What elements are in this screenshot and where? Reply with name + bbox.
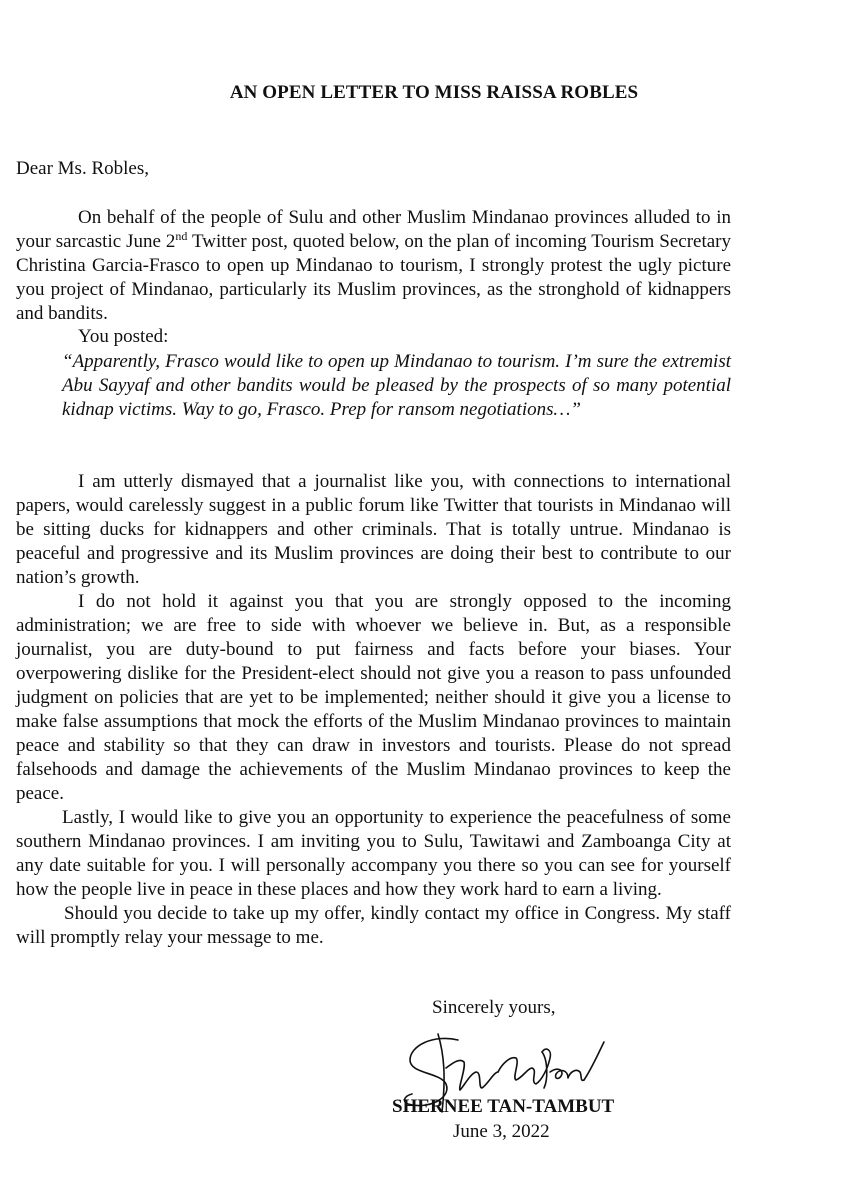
letter-title: AN OPEN LETTER TO MISS RAISSA ROBLES <box>229 82 639 103</box>
paragraph-intro-text-b: Twitter post, quoted below, on the plan of incoming Tourism Secretary Christina Garcia-Frasco to open up Mindanao to tourism, I strongly protest the ugly picture you project of Mindanao, particularly its Muslim provinces, as the stronghold of kidnappers and bandits. <box>16 231 731 324</box>
letter-date: June 3, 2022 <box>453 1121 550 1142</box>
paragraph-contact: Should you decide to take up my offer, kindly contact my office in Congress. My staff will promptly relay your message to me. <box>16 903 731 948</box>
closing-salutation: Sincerely yours, <box>432 997 556 1018</box>
paragraph-intro <box>16 206 731 326</box>
paragraph-invitation: Lastly, I would like to give you an opportunity to experience the peacefulness of some southern Mindanao provinces. I am inviting you to Sulu, Tawitawi and Zamboanga City at any date suitable for you. I will personally accompany you there so you can see for yourself how the people live in peace in these places and how they work hard to earn a living. <box>16 807 731 900</box>
paragraph-dismay: I am utterly dismayed that a journalist like you, with connections to international papers, would carelessly suggest in a public forum like Twitter that tourists in Mindanao will be sitting ducks for kidnappers and other criminals. That is totally untrue. Mindanao is peaceful and progressive and its Muslim provinces are doing their best to contribute to our nation’s growth. <box>16 471 731 588</box>
greeting: Dear Ms. Robles, <box>16 158 149 179</box>
ordinal-suffix: nd <box>175 229 188 243</box>
quoted-tweet: “Apparently, Frasco would like to open up Mindanao to tourism. I’m sure the extremist Abu Sayyaf and other bandits would be pleased by the prospects of so many potential kidnap victims. Way to go, Frasco. Prep for ransom negotiations…” <box>62 351 731 420</box>
paragraph-intro-text-a: On behalf of the people of Sulu and other Muslim Mindanao provinces alluded to in your sarcastic June 2 <box>16 207 731 252</box>
paragraph-opposition: I do not hold it against you that you are strongly opposed to the incoming administration; we are free to side with whoever we believe in. But, as a responsible journalist, you are duty-bound to put fairness and facts before your biases. Your overpowering dislike for the President-elect should not give you a reason to pass unfounded judgment on policies that are yet to be implemented; neither should it give you a license to make false assumptions that mock the efforts of the Muslim Mindanao provinces to maintain peace and stability so that they can draw in investors and tourists. Please do not spread falsehoods and damage the achievements of the Muslim Mindanao provinces to keep the peace. <box>16 591 731 804</box>
signer-name: SHERNEE TAN-TAMBUT <box>392 1096 615 1117</box>
you-posted-label: You posted: <box>78 326 169 347</box>
